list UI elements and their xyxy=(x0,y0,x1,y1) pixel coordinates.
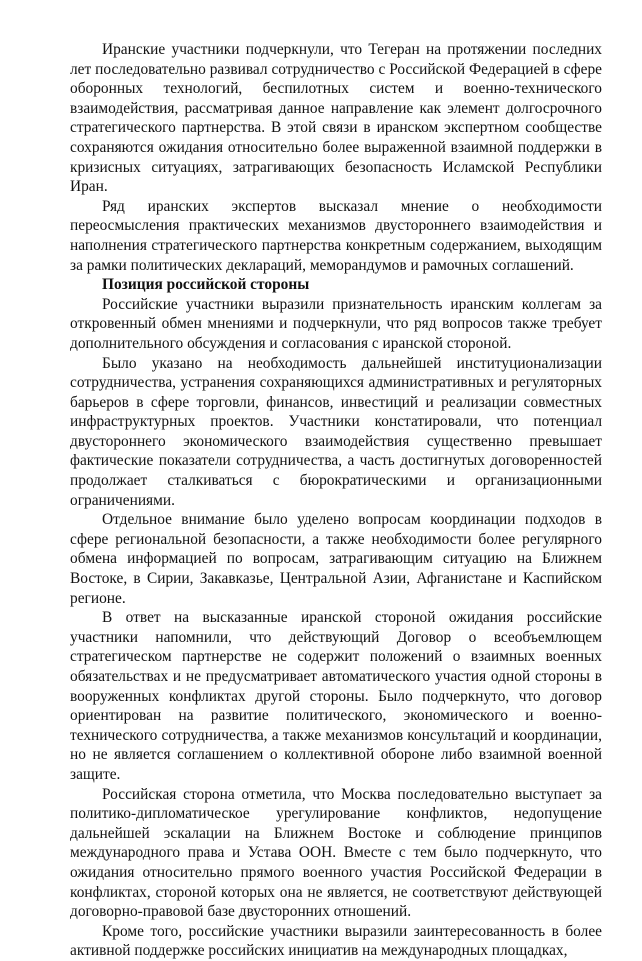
paragraph-diplomatic-settlement: Российская сторона отметила, что Москва последовательно выступает за политико-дипломатическое урегулирование конфликтов, недопущение дальнейшей эскалации на Ближнем Востоке и соблюдение принципов международного права и Устава ООН. Вместе с тем было подчеркнуто, что ожидания относительно прямого военного участия Российской Федерации в конфликтах, стороной которых она не является, не соответствуют действующей договорно-правовой базе двусторонних отношений. xyxy=(70,785,602,921)
paragraph-international-initiatives: Кроме того, российские участники выразили заинтересованность в более активной поддержке российских инициатив на международных площадках, xyxy=(70,922,602,960)
section-heading: Позиция российской стороны xyxy=(102,276,310,294)
paragraph-regional-security: Отдельное внимание было уделено вопросам координации подходов в сфере региональной безопасности, а также необходимости более регулярного обмена информацией по вопросам, затрагивающим ситуацию на Ближнем Востоке, в Сирии, Закавказье, Центральной Азии, Афганистане и Каспийском регионе. xyxy=(70,511,602,607)
paragraph-russian-gratitude: Российские участники выразили признательность иранским коллегам за откровенный обмен мнениями и подчеркнули, что ряд вопросов также требует дополнительного обсуждения и согласования с иранской стороной. xyxy=(70,295,602,352)
paragraph-iranian-cooperation: Иранские участники подчеркнули, что Тегеран на протяжении последних лет последовательно развивал сотрудничество с Российской Федерацией в сфере оборонных технологий, беспилотных систем и военно-технического взаимодействия, рассматривая данное направление как элемент долгосрочного стратегического партнерства. В этой связи в иранском экспертном сообществе сохраняются ожидания относительно более выраженной взаимной поддержки в кризисных ситуациях, затрагивающих безопасность Исламской Республики Иран. xyxy=(70,41,602,196)
paragraph-treaty-response: В ответ на высказанные иранской стороной ожидания российские участники напомнили, что действующий Договор о всеобъемлющем стратегическом партнерстве не содержит положений о взаимных военных обязательствах и не предусматривает автоматического участия одной стороны в вооруженных конфликтах другой стороны. Было подчеркнуто, что договор ориентирован на развитие политического, экономического и военно-технического сотрудничества, а также механизмов консультаций и координации, но не является соглашением о коллективной обороне либо взаимной военной защите. xyxy=(70,609,602,783)
paragraph-iranian-experts: Ряд иранских экспертов высказал мнение о необходимости переосмысления практических механизмов двустороннего взаимодействия и наполнения стратегического партнерства конкретным содержанием, выходящим за рамки политических деклараций, меморандумов и рамочных соглашений. xyxy=(70,197,602,274)
paragraph-institutionalization: Было указано на необходимость дальнейшей институционализации сотрудничества, устранения сохраняющихся административных и регуляторных барьеров в сфере торговли, финансов, инвестиций и реализации совместных инфраструктурных проектов. Участники констатировали, что потенциал двустороннего экономического взаимодействия существенно превышает фактические показатели сотрудничества, а часть достигнутых договоренностей продолжает сталкиваться с бюрократическими и организационными ограничениями. xyxy=(70,354,602,509)
